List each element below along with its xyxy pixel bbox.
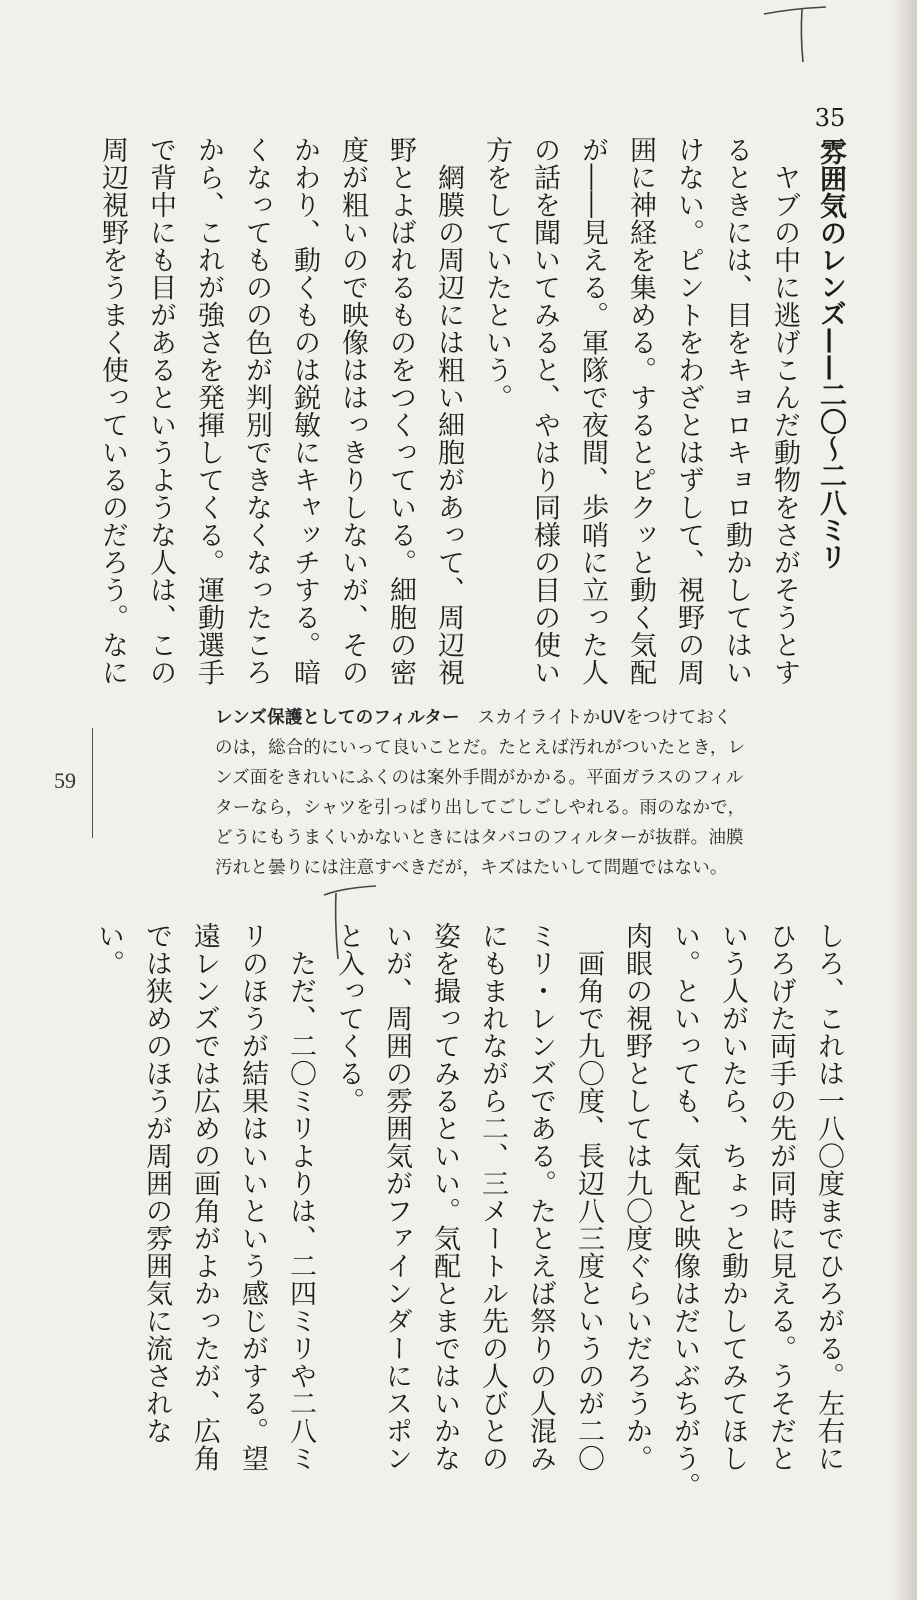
note-line-text: スカイライトかUVをつけておく	[459, 708, 732, 728]
text-column: い。といっても、気配と映像はだいぶちがう。	[669, 922, 700, 1500]
text-column: で背中にも目があるというような人は、この	[145, 136, 176, 686]
page-number-rule	[92, 728, 93, 838]
text-column: い。	[93, 922, 124, 977]
note-line: ンズ面をきれいにふくのは案外手間がかかる。平面ガラスのフィル	[215, 768, 744, 788]
section-number: 35	[814, 104, 846, 132]
note-line: のは，総合的にいって良いことだ。たとえば汚れがついたとき，レ	[215, 738, 746, 758]
text-column: 方をしていたという。	[481, 136, 512, 411]
text-column: くなってものの色が判別できなくなったころ	[241, 136, 272, 686]
text-column: 肉眼の視野としては九〇度ぐらいだろうか。	[621, 922, 652, 1472]
text-column: 画角で九〇度、長辺八三度というのが二〇	[573, 922, 604, 1472]
section-heading	[810, 98, 850, 618]
text-column: ひろげた両手の先が同時に見える。うそだと	[765, 922, 796, 1472]
text-column: ただ、二〇ミリよりは、二四ミリや二八ミ	[285, 922, 316, 1472]
text-column: 姿を撮ってみるといい。気配とまではいかな	[429, 922, 460, 1472]
text-column: いが、周囲の雰囲気がファインダーにスポン	[381, 922, 412, 1472]
note-line: 汚れと曇りには注意すべきだが，キズはたいして問題ではない。	[215, 858, 728, 878]
note-line: どうにもうまくいかないときにはタバコのフィルターが抜群。油膜	[215, 828, 744, 848]
text-column: 度が粗いので映像ははっきりしないが、その	[337, 136, 368, 686]
page-edge-shadow	[891, 0, 917, 1600]
text-column: 囲に神経を集める。するとピクッと動く気配	[625, 136, 656, 686]
text-column: から、これが強さを発揮してくる。運動選手	[193, 136, 224, 686]
text-column: けない。ピントをわざとはずして、視野の周	[673, 136, 704, 686]
note-line: ターなら，シャツを引っぱり出してごしごしやれる。雨のなかで，	[215, 798, 746, 818]
text-column: では狭めのほうが周囲の雰囲気に流されな	[141, 922, 172, 1445]
text-column: るときには、目をキョロキョロ動かしてはい	[721, 136, 752, 686]
text-column: 野とよばれるものをつくっている。細胞の密	[385, 136, 416, 686]
text-column: しろ、これは一八〇度までひろがる。左右に	[813, 922, 844, 1472]
text-column: 周辺視野をうまく使っているのだろう。なに	[97, 136, 128, 686]
text-column: が――見える。軍隊で夜間、歩哨に立った人	[577, 136, 608, 686]
text-column: の話を聞いてみると、やはり同様の目の使い	[529, 136, 560, 686]
text-column: 遠レンズでは広めの画角がよかったが、広角	[189, 922, 220, 1472]
text-column: と入ってくる。	[333, 922, 364, 1115]
page-number: 59	[54, 768, 76, 793]
body-text-upper	[97, 136, 808, 686]
text-column: ミリ・レンズである。たとえば祭りの人混み	[525, 922, 556, 1472]
text-column: ヤブの中に逃げこんだ動物をさがそうとす	[769, 136, 800, 686]
note-line	[215, 703, 845, 733]
text-column: 網膜の周辺には粗い細胞があって、周辺視	[433, 136, 464, 686]
text-column: リのほうが結果はいいという感じがする。望	[237, 922, 268, 1472]
sidebar-note	[215, 703, 845, 893]
text-column: かわり、動くものは鋭敏にキャッチする。暗	[289, 136, 320, 686]
text-column: にもまれながら二、三メートル先の人びとの	[477, 922, 508, 1472]
section-title: 雰囲気のレンズ——二〇～二八ミリ	[815, 138, 846, 570]
text-column: いう人がいたら、ちょっと動かしてみてほし	[717, 922, 748, 1472]
body-text-lower	[93, 922, 852, 1500]
pencil-mark-top	[760, 0, 840, 70]
note-term: レンズ保護としてのフィルター	[215, 708, 460, 728]
